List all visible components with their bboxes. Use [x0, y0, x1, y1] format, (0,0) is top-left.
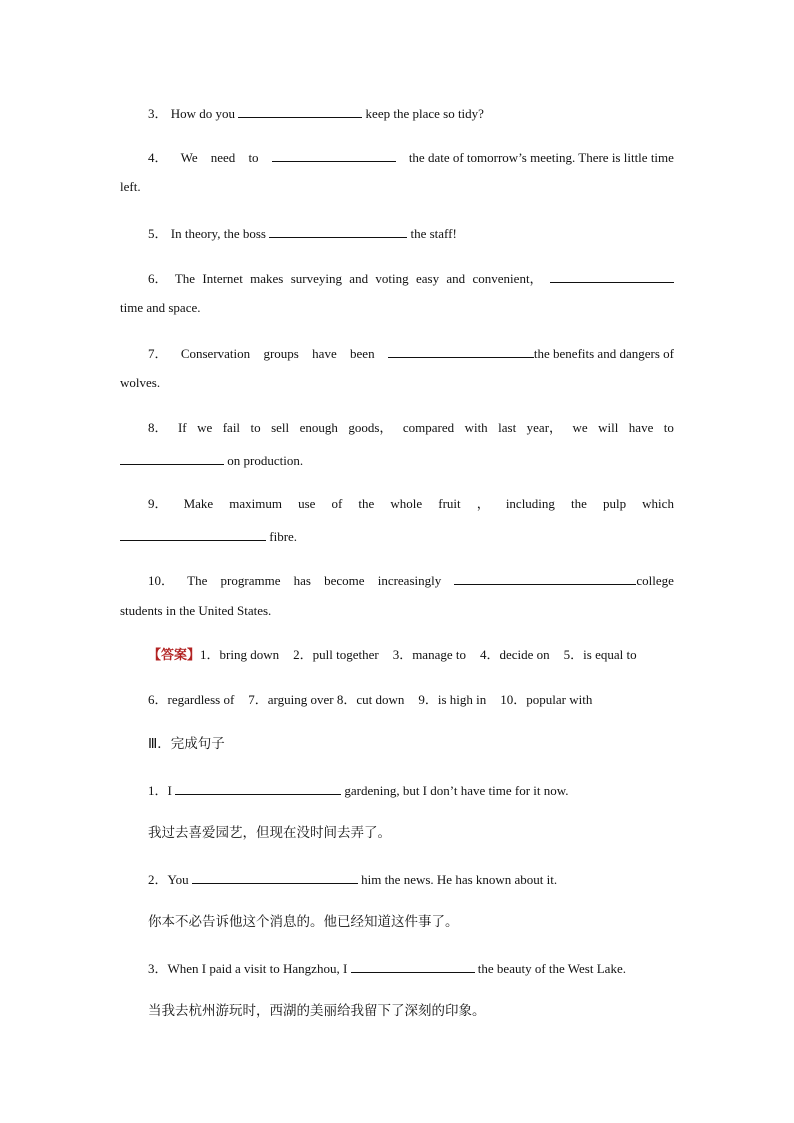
answer-blank[interactable]	[388, 344, 534, 358]
question-word: we	[572, 420, 588, 435]
answer-item: 10．popular with	[500, 692, 593, 707]
question-10	[148, 571, 674, 589]
question-word: and	[446, 271, 466, 286]
answer-item: 9．is high in	[418, 692, 487, 707]
question-number: 6．	[148, 271, 168, 286]
sentence-text: 2．You	[148, 872, 189, 887]
answer-blank[interactable]	[272, 148, 396, 162]
answer-item: 3．manage to	[392, 647, 466, 662]
question-word: compared	[402, 420, 455, 435]
question-6-continued	[120, 300, 674, 316]
question-word: Internet	[202, 271, 243, 286]
question-number: 7．	[148, 346, 168, 361]
question-text: the benefits and dangers of	[533, 346, 674, 361]
question-word: fail	[222, 420, 241, 435]
question-word: We	[180, 150, 198, 165]
question-number: 3．	[148, 106, 168, 121]
question-word: enough	[299, 420, 338, 435]
question-word: ，	[476, 496, 490, 511]
answer-key-line-1	[148, 647, 674, 664]
question-word: we	[197, 420, 213, 435]
question-text: the staff!	[410, 226, 457, 241]
question-word: with	[464, 420, 488, 435]
question-text: the date of tomorrow’s meeting. There is little time	[408, 150, 674, 165]
answer-blank[interactable]	[175, 781, 341, 795]
question-9	[148, 496, 674, 512]
sentence-text: 1．I	[148, 783, 172, 798]
question-word: makes	[250, 271, 284, 286]
question-word: have	[628, 420, 654, 435]
question-word: which	[642, 496, 674, 511]
question-word: to	[250, 420, 261, 435]
question-word: If	[177, 420, 187, 435]
question-word: groups	[263, 346, 299, 361]
question-word: The	[174, 271, 196, 286]
sentence-2-chinese: 你本不必告诉他这个消息的。他已经知道这件事了。	[148, 914, 459, 930]
question-word: to	[248, 150, 259, 165]
question-text: left.	[120, 179, 141, 194]
question-text: on production.	[227, 453, 304, 468]
sentence-text: him the news. He has known about it.	[361, 872, 558, 887]
sentence-3	[148, 959, 674, 977]
question-word: voting	[375, 271, 409, 286]
question-word: year，	[526, 420, 563, 435]
question-word: has	[293, 573, 311, 588]
question-word: programme	[220, 573, 281, 588]
section-title: Ⅲ．完成句子	[148, 736, 225, 752]
answer-blank[interactable]	[120, 451, 224, 465]
answer-tag: 【答案】	[148, 648, 201, 663]
question-10-continued	[120, 603, 674, 619]
question-6	[148, 269, 674, 287]
question-word: need	[210, 150, 236, 165]
question-4-continued	[120, 179, 674, 195]
sentence-text: 3．When I paid a visit to Hangzhou, I	[148, 961, 348, 976]
question-3	[148, 104, 674, 122]
question-word: easy	[415, 271, 440, 286]
question-9-continued	[120, 527, 674, 545]
sentence-text: the beauty of the West Lake.	[477, 961, 626, 976]
question-word: sell	[271, 420, 290, 435]
question-number: 8．	[148, 420, 168, 435]
answer-item: 5．is equal to	[563, 647, 637, 662]
question-word: pulp	[602, 496, 627, 511]
question-word: Make	[183, 496, 214, 511]
question-number: 5．	[148, 226, 168, 241]
question-word: convenient，	[472, 271, 543, 286]
question-text: time and space.	[120, 300, 201, 315]
question-word: to	[663, 420, 674, 435]
answer-item: 1．bring down	[200, 647, 280, 662]
sentence-3-chinese: 当我去杭州游玩时，西湖的美丽给我留下了深刻的印象。	[148, 1003, 486, 1019]
question-text: college	[636, 573, 674, 588]
question-word: use	[298, 496, 316, 511]
answer-item: 4．decide on	[479, 647, 550, 662]
question-8-continued	[120, 451, 674, 469]
question-text: How do you	[170, 106, 236, 121]
question-word: maximum	[229, 496, 282, 511]
question-text: wolves.	[120, 375, 161, 390]
question-word: will	[598, 420, 619, 435]
answer-blank[interactable]	[454, 571, 636, 585]
question-word: of	[331, 496, 343, 511]
question-number: 10．	[148, 573, 175, 588]
answer-blank[interactable]	[238, 104, 362, 118]
question-7-continued	[120, 375, 674, 391]
answer-blank[interactable]	[192, 870, 358, 884]
question-word: whole	[390, 496, 423, 511]
question-word: Conservation	[180, 346, 251, 361]
question-word: the	[358, 496, 375, 511]
question-7	[148, 344, 674, 362]
answer-item: 6．regardless of	[148, 692, 235, 707]
question-text: students in the United States.	[120, 603, 272, 618]
question-number: 9．	[148, 496, 168, 511]
sentence-2	[148, 870, 674, 888]
question-word: increasingly	[377, 573, 442, 588]
question-word: the	[571, 496, 587, 511]
sentence-text: gardening, but I don’t have time for it now.	[344, 783, 569, 798]
question-8	[148, 420, 674, 436]
question-text: keep the place so tidy?	[365, 106, 484, 121]
answer-item: 2．pull together	[293, 647, 379, 662]
question-word: The	[187, 573, 208, 588]
question-text: fibre.	[269, 529, 298, 544]
sentence-1	[148, 781, 674, 799]
question-word: and	[349, 271, 369, 286]
question-word: have	[312, 346, 337, 361]
answer-blank[interactable]	[269, 224, 407, 238]
question-word: last	[498, 420, 517, 435]
question-word: become	[324, 573, 365, 588]
question-number: 4．	[148, 150, 168, 165]
answer-blank[interactable]	[351, 959, 475, 973]
question-word: goods，	[348, 420, 393, 435]
question-5	[148, 224, 674, 242]
question-word: been	[350, 346, 375, 361]
answer-item: 7．arguing over 8．cut down	[248, 692, 405, 707]
question-text: In theory, the boss	[170, 226, 266, 241]
question-word: including	[505, 496, 555, 511]
answer-key-line-2	[148, 692, 674, 708]
answer-blank[interactable]	[120, 527, 266, 541]
question-4	[148, 148, 674, 166]
sentence-1-chinese: 我过去喜爱园艺，但现在没时间去弄了。	[148, 825, 391, 841]
answer-blank[interactable]	[550, 269, 674, 283]
question-word: surveying	[290, 271, 342, 286]
question-word: fruit	[438, 496, 461, 511]
